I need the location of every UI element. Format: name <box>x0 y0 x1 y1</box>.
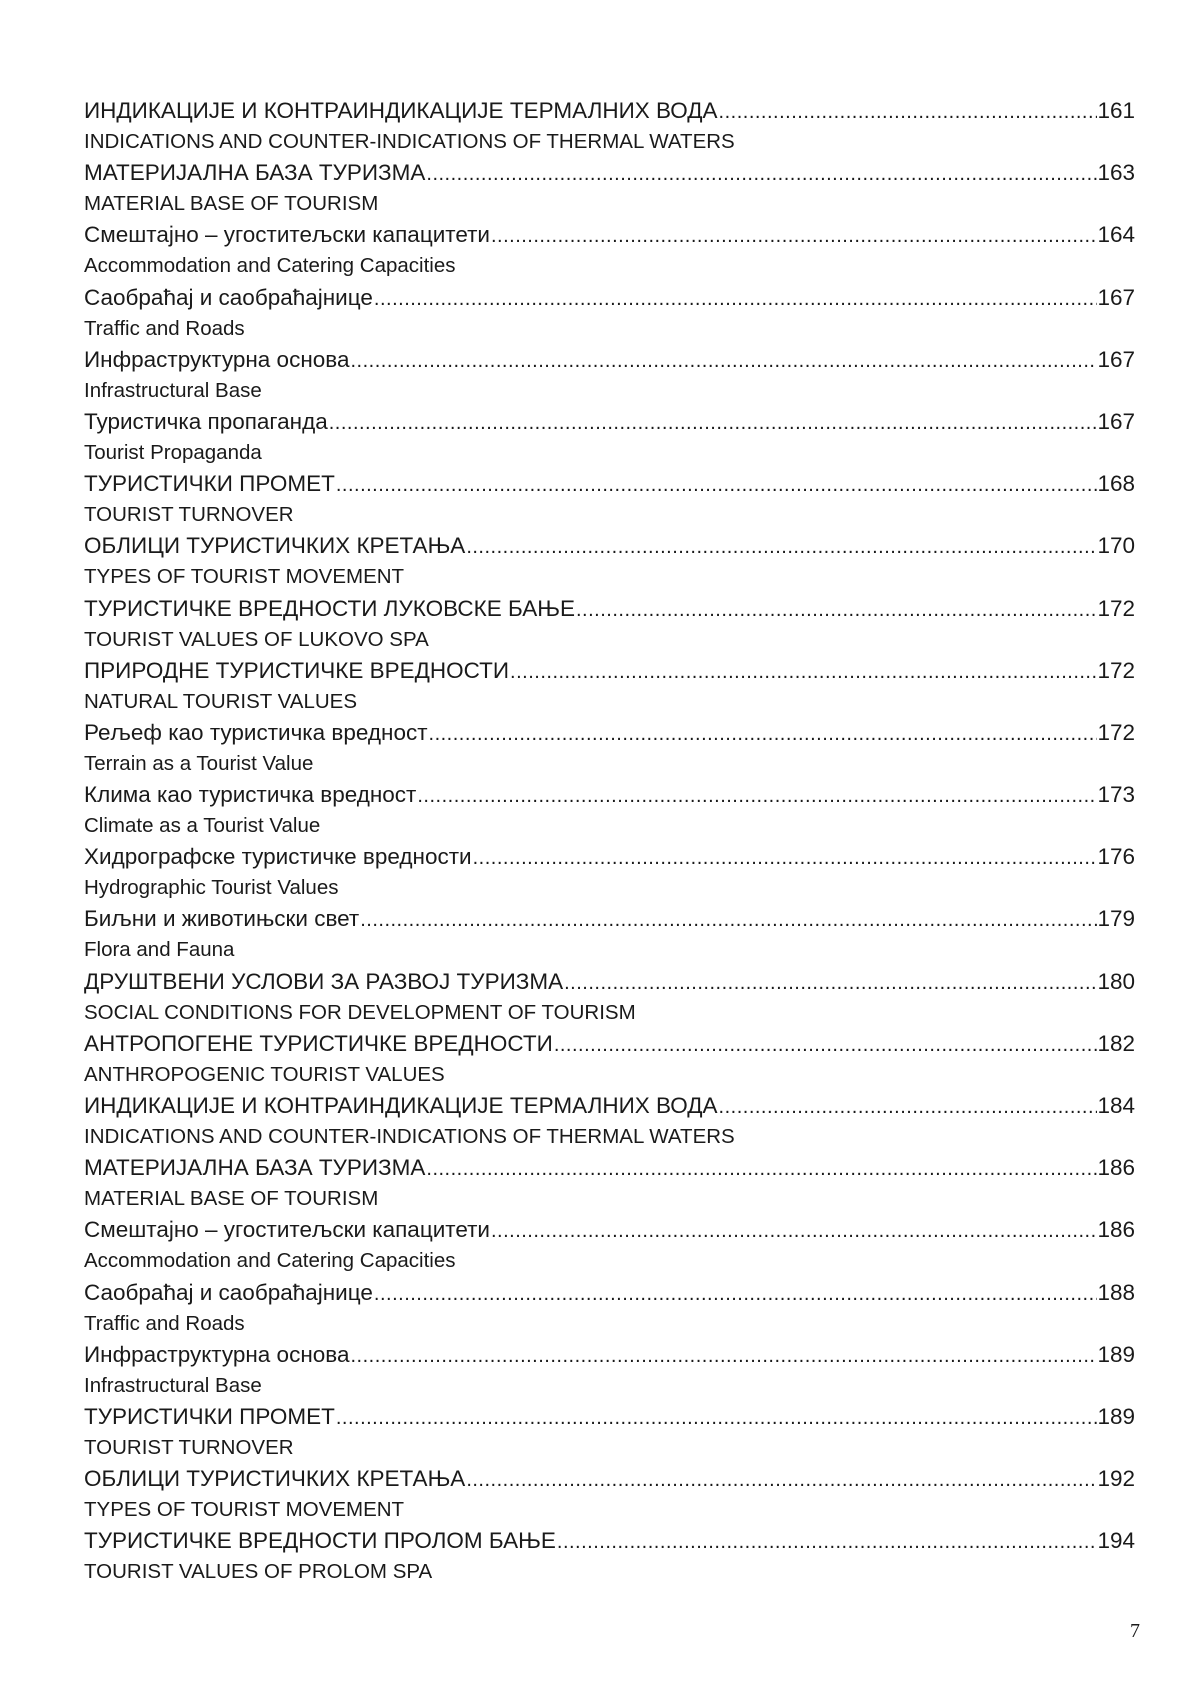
toc-entry <box>84 530 1135 592</box>
toc-entry-translation: Tourist Propaganda <box>84 440 262 464</box>
toc-entry-translation: MATERIAL BASE OF TOURISM <box>84 192 379 216</box>
dot-leader <box>335 1403 1098 1432</box>
toc-entry <box>84 1277 1135 1339</box>
toc-entry-translation: Traffic and Roads <box>84 1311 245 1335</box>
dot-leader <box>335 470 1098 499</box>
dot-leader <box>490 1216 1097 1245</box>
toc-entry-line <box>84 1028 1135 1059</box>
toc-entry-line <box>84 95 1135 126</box>
toc-entry-page-number: 167 <box>1097 408 1135 434</box>
toc-entry-line <box>84 344 1135 375</box>
toc-entry-translation: Hydrographic Tourist Values <box>84 876 339 900</box>
toc-entry-translation: TOURIST VALUES OF PROLOM SPA <box>84 1560 433 1584</box>
dot-leader <box>509 657 1097 686</box>
toc-entry-page-number: 186 <box>1097 1217 1135 1243</box>
toc-entry <box>84 841 1135 903</box>
toc-entry <box>84 406 1135 468</box>
toc-entry-page-number: 182 <box>1097 1030 1135 1056</box>
toc-entry-line <box>84 779 1135 810</box>
toc-entry-page-number: 167 <box>1097 284 1135 310</box>
toc-entry-translation: TYPES OF TOURIST MOVEMENT <box>84 565 405 589</box>
toc-entry-title: МАТЕРИЈАЛНА БАЗА ТУРИЗМА <box>84 160 426 186</box>
toc-entry-translation: MATERIAL BASE OF TOURISM <box>84 1187 379 1211</box>
toc-entry-line <box>84 282 1135 313</box>
toc-entry-translation: Accommodation and Catering Capacities <box>84 254 456 278</box>
toc-entry-title: ОБЛИЦИ ТУРИСТИЧКИХ КРЕТАЊА <box>84 1466 466 1492</box>
toc-entry-title: ПРИРОДНЕ ТУРИСТИЧКЕ ВРЕДНОСТИ <box>84 657 510 683</box>
toc-entry <box>84 1463 1135 1525</box>
toc-entry <box>84 966 1135 1028</box>
toc-entry-translation: Terrain as a Tourist Value <box>84 751 314 775</box>
toc-entry-title: ДРУШТВЕНИ УСЛОВИ ЗА РАЗВОЈ ТУРИЗМА <box>84 968 564 994</box>
toc-entry <box>84 655 1135 717</box>
toc-entry-line <box>84 1214 1135 1245</box>
toc-entry-translation: INDICATIONS AND COUNTER-INDICATIONS OF THERMAL WATERS <box>84 1125 735 1148</box>
toc-entry <box>84 219 1135 281</box>
toc-entry <box>84 717 1135 779</box>
toc-entry-page-number: 161 <box>1097 98 1135 123</box>
dot-leader <box>328 408 1098 437</box>
toc-entry-line <box>84 655 1135 686</box>
toc-entry-translation: Infrastructural Base <box>84 1373 262 1397</box>
toc-entry-translation: ANTHROPOGENIC TOURIST VALUES <box>84 1062 445 1086</box>
toc-entry-title: Биљни и животињски свет <box>84 906 360 932</box>
dot-leader <box>472 843 1098 872</box>
toc-entry-line <box>84 157 1135 188</box>
toc-entry-line <box>84 1090 1135 1121</box>
toc-entry-title: Саобраћај и саобраћајнице <box>84 284 373 310</box>
dot-leader <box>425 159 1097 188</box>
toc-entry-title: Рељеф као туристичка вредност <box>84 719 428 745</box>
toc-entry-title: ТУРИСТИЧКИ ПРОМЕТ <box>84 1403 335 1429</box>
toc-entry-translation: INDICATIONS AND COUNTER-INDICATIONS OF THERMAL WATERS <box>84 130 735 153</box>
toc-entry-page-number: 184 <box>1097 1093 1135 1118</box>
toc-entry-line <box>84 219 1135 250</box>
toc-entry <box>84 1152 1135 1214</box>
toc-entry-page-number: 192 <box>1097 1466 1135 1492</box>
toc-entry-page-number: 176 <box>1097 844 1135 870</box>
toc-entry-line <box>84 841 1135 872</box>
toc-entry-page-number: 170 <box>1097 533 1135 559</box>
toc-entry-page-number: 172 <box>1097 595 1135 621</box>
toc-entry <box>84 1339 1135 1401</box>
toc-entry-page-number: 189 <box>1097 1403 1135 1429</box>
toc-entry-line <box>84 1525 1135 1556</box>
dot-leader <box>373 284 1098 313</box>
toc-entry-title: АНТРОПОГЕНЕ ТУРИСТИЧКЕ ВРЕДНОСТИ <box>84 1030 553 1056</box>
toc-entry-line <box>84 1277 1135 1308</box>
toc-entry-translation: Infrastructural Base <box>84 378 262 402</box>
toc-entry <box>84 1090 1135 1152</box>
toc-entry-line <box>84 1152 1135 1183</box>
dot-leader <box>490 221 1097 250</box>
dot-leader <box>425 1154 1097 1183</box>
toc-entry-translation: Accommodation and Catering Capacities <box>84 1249 456 1273</box>
toc-entry-title: ИНДИКАЦИЈЕ И КОНТРАИНДИКАЦИЈЕ ТЕРМАЛНИХ ВОДА <box>84 98 718 123</box>
toc-entry-title: Смештајно – угоститељски капацитети <box>84 222 490 248</box>
toc-entry-title: ТУРИСТИЧКИ ПРОМЕТ <box>84 471 335 497</box>
dot-leader <box>718 1092 1098 1121</box>
toc-entry <box>84 903 1135 965</box>
toc-entry-line <box>84 406 1135 437</box>
dot-leader <box>575 595 1097 624</box>
toc-entry-translation: NATURAL TOURIST VALUES <box>84 689 358 713</box>
dot-leader <box>416 781 1097 810</box>
toc-entry-page-number: 173 <box>1097 782 1135 808</box>
toc-entry-page-number: 167 <box>1097 346 1135 372</box>
table-of-contents <box>84 95 1135 1588</box>
page-number: 7 <box>1130 1620 1140 1642</box>
toc-entry-title: ТУРИСТИЧКЕ ВРЕДНОСТИ ЛУКОВСКЕ БАЊЕ <box>84 595 575 621</box>
toc-entry <box>84 1214 1135 1276</box>
toc-entry-title: МАТЕРИЈАЛНА БАЗА ТУРИЗМА <box>84 1155 426 1181</box>
toc-entry-line <box>84 717 1135 748</box>
toc-entry-title: ОБЛИЦИ ТУРИСТИЧКИХ КРЕТАЊА <box>84 533 466 559</box>
dot-leader <box>373 1279 1098 1308</box>
toc-entry <box>84 1401 1135 1463</box>
toc-entry-page-number: 163 <box>1097 160 1135 186</box>
toc-entry-page-number: 186 <box>1097 1155 1135 1181</box>
toc-entry-line <box>84 1401 1135 1432</box>
toc-entry <box>84 779 1135 841</box>
toc-entry-title: Саобраћај и саобраћајнице <box>84 1279 373 1305</box>
toc-entry-page-number: 172 <box>1097 657 1135 683</box>
toc-entry-line <box>84 966 1135 997</box>
toc-entry-page-number: 189 <box>1097 1341 1135 1367</box>
toc-entry-translation: TOURIST VALUES OF LUKOVO SPA <box>84 627 429 651</box>
toc-entry <box>84 593 1135 655</box>
toc-entry-page-number: 194 <box>1097 1528 1135 1554</box>
toc-entry-page-number: 188 <box>1097 1279 1135 1305</box>
toc-entry <box>84 344 1135 406</box>
dot-leader <box>465 532 1097 561</box>
toc-entry-line <box>84 468 1135 499</box>
toc-entry-line <box>84 1339 1135 1370</box>
toc-entry-title: Клима као туристичка вредност <box>84 782 417 808</box>
toc-entry <box>84 157 1135 219</box>
toc-entry-page-number: 179 <box>1097 906 1135 932</box>
toc-entry <box>84 1028 1135 1090</box>
toc-entry <box>84 1525 1135 1587</box>
toc-entry <box>84 282 1135 344</box>
toc-entry-translation: Climate as a Tourist Value <box>84 814 321 838</box>
toc-entry-page-number: 164 <box>1097 222 1135 248</box>
toc-entry-page-number: 172 <box>1097 719 1135 745</box>
toc-entry-page-number: 180 <box>1097 968 1135 994</box>
toc-entry-title: Хидрографске туристичке вредности <box>84 844 472 870</box>
toc-entry-translation: SOCIAL CONDITIONS FOR DEVELOPMENT OF TOURISM <box>84 1000 636 1024</box>
toc-entry <box>84 468 1135 530</box>
toc-entry-title: Смештајно – угоститељски капацитети <box>84 1217 490 1243</box>
toc-entry-line <box>84 593 1135 624</box>
toc-entry-line <box>84 1463 1135 1494</box>
toc-entry-title: ИНДИКАЦИЈЕ И КОНТРАИНДИКАЦИЈЕ ТЕРМАЛНИХ ВОДА <box>84 1093 718 1118</box>
toc-entry-line <box>84 530 1135 561</box>
toc-entry-translation: Traffic and Roads <box>84 316 245 340</box>
toc-entry-title: Туристичка пропаганда <box>84 408 328 434</box>
dot-leader <box>428 719 1098 748</box>
toc-entry-translation: Flora and Fauna <box>84 938 235 962</box>
dot-leader <box>359 905 1097 934</box>
toc-entry-translation: TYPES OF TOURIST MOVEMENT <box>84 1498 405 1522</box>
dot-leader <box>349 346 1097 375</box>
toc-entry-title: ТУРИСТИЧКЕ ВРЕДНОСТИ ПРОЛОМ БАЊЕ <box>84 1528 556 1554</box>
dot-leader <box>556 1527 1098 1556</box>
toc-entry-line <box>84 903 1135 934</box>
toc-entry-title: Инфраструктурна основа <box>84 1341 350 1367</box>
dot-leader <box>563 968 1097 997</box>
dot-leader <box>465 1465 1097 1494</box>
dot-leader <box>349 1341 1097 1370</box>
dot-leader <box>718 97 1098 126</box>
toc-entry <box>84 95 1135 157</box>
dot-leader <box>553 1030 1098 1059</box>
toc-entry-title: Инфраструктурна основа <box>84 346 350 372</box>
toc-entry-translation: TOURIST TURNOVER <box>84 1435 294 1459</box>
toc-entry-translation: TOURIST TURNOVER <box>84 503 294 527</box>
toc-entry-page-number: 168 <box>1097 471 1135 497</box>
